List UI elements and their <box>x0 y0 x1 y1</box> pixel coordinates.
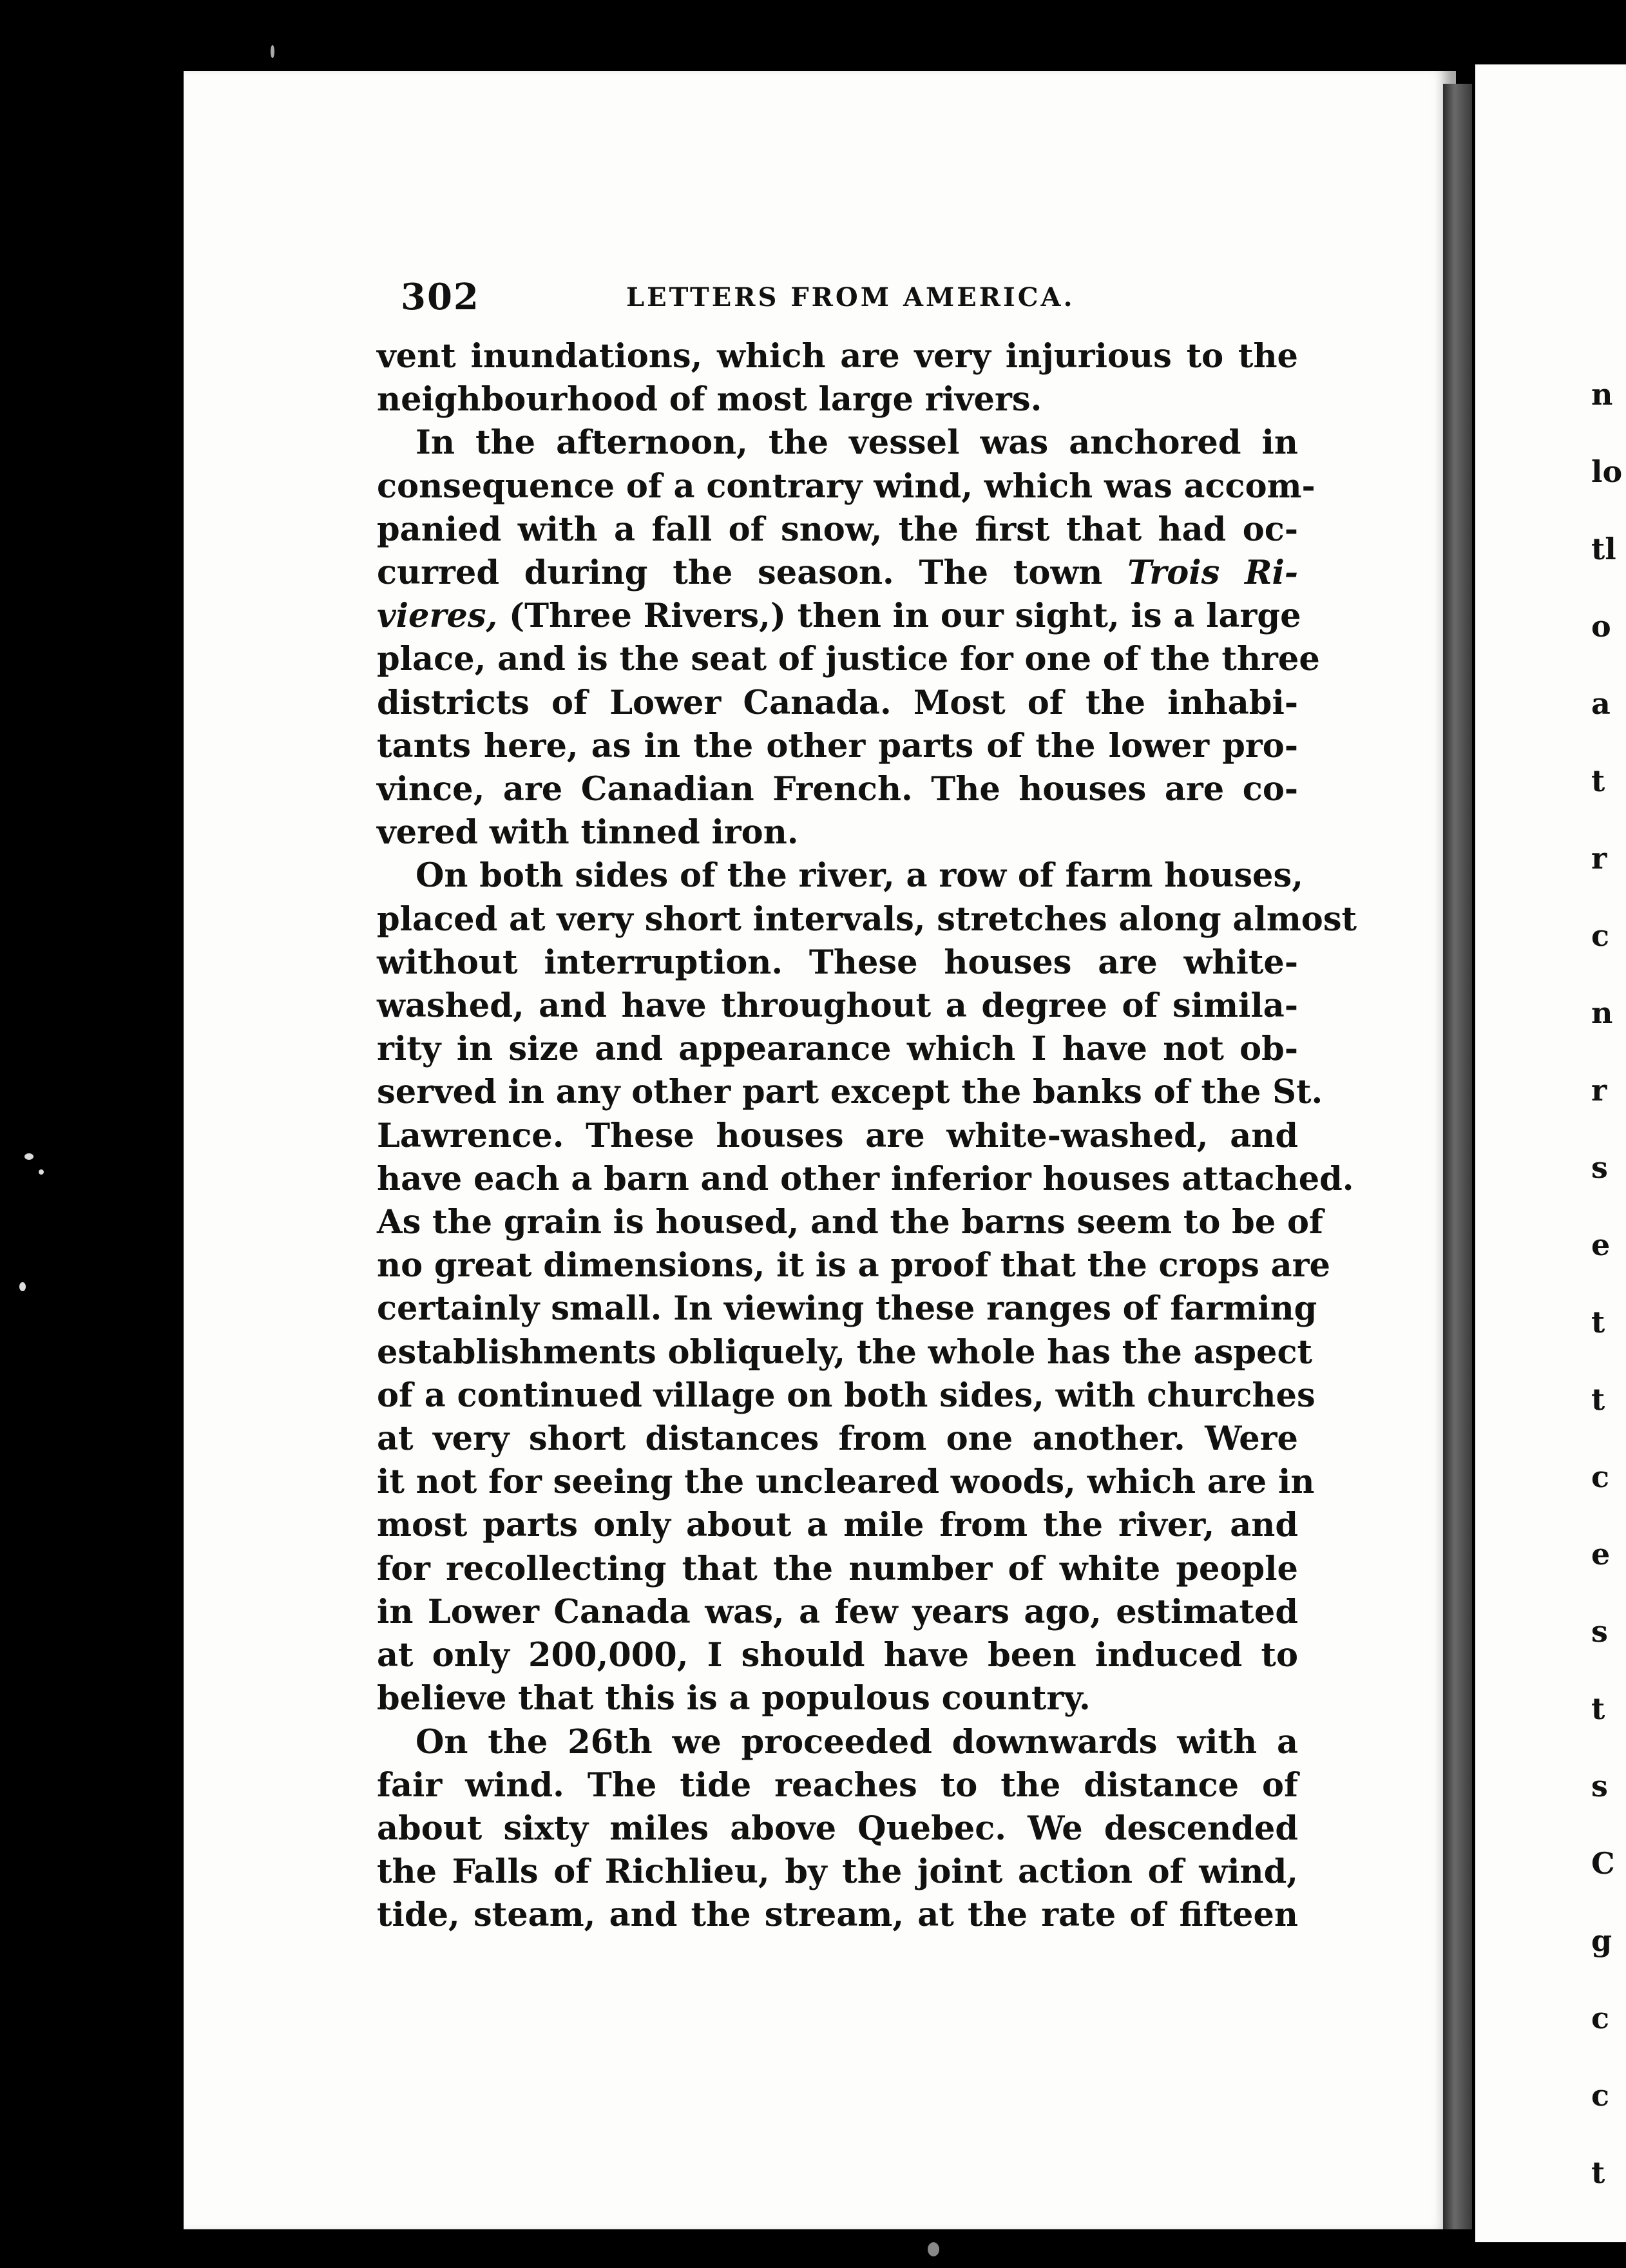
italic-text: Trois Ri- <box>1127 553 1298 593</box>
text-line: washed, and have throughout a degree of simila- <box>377 986 1298 1026</box>
text-line: about sixty miles above Quebec. We descended <box>377 1809 1298 1848</box>
facing-page-fragment: tl <box>1591 532 1616 566</box>
text-line: vince, are Canadian French. The houses are co- <box>377 770 1298 809</box>
facing-page-fragment: r <box>1591 1073 1607 1108</box>
text-line: believe that this is a populous country. <box>377 1679 1091 1718</box>
facing-page-fragment: r <box>1591 841 1607 876</box>
text-line: curred during the season. The town Trois Ri- <box>377 553 1298 593</box>
running-head: LETTERS FROM AMERICA. <box>626 282 1075 312</box>
text-line: fair wind. The tide reaches to the distance of <box>377 1765 1298 1805</box>
page-number: 302 <box>401 276 480 318</box>
facing-page-fragment: e <box>1591 1537 1611 1571</box>
text-line: place, and is the seat of justice for one of the three <box>377 640 1320 679</box>
page-gutter <box>1443 84 1472 2229</box>
text-line: On both sides of the river, a row of farm houses, <box>416 856 1303 896</box>
facing-page-fragment: a <box>1591 686 1611 721</box>
text-line: rity in size and appearance which I have not ob- <box>377 1030 1298 1069</box>
text-line: tants here, as in the other parts of the lower pro- <box>377 726 1298 765</box>
text-line: the Falls of Richlieu, by the joint action of wind, <box>377 1852 1298 1892</box>
text-line: it not for seeing the uncleared woods, which are in <box>377 1463 1315 1502</box>
text-line: Lawrence. These houses are white-washed, and <box>377 1116 1298 1155</box>
facing-page-fragment: o <box>1591 609 1611 644</box>
text-line: no great dimensions, it is a proof that the crops are <box>377 1246 1330 1285</box>
facing-page-fragment: t <box>1591 1382 1605 1417</box>
facing-page-fragment: C <box>1591 1846 1615 1881</box>
text-line: at only 200,000, I should have been induced to <box>377 1636 1298 1675</box>
text-line: at very short distances from one another. Were <box>377 1419 1298 1459</box>
text-line: panied with a fall of snow, the first that had oc- <box>377 510 1298 549</box>
text-line: districts of Lower Canada. Most of the inhabi- <box>377 683 1298 722</box>
facing-page-fragment: t <box>1591 1305 1605 1340</box>
facing-page-fragment: c <box>1591 1459 1610 1494</box>
facing-page-fragment: c <box>1591 2001 1610 2035</box>
text-line: In the afternoon, the vessel was anchored in <box>416 423 1298 463</box>
facing-page-fragment: n <box>1591 995 1613 1030</box>
facing-page-fragment: s <box>1591 1769 1608 1803</box>
text-line: without interruption. These houses are white- <box>377 943 1298 982</box>
text-line: have each a barn and other inferior houses attached. <box>377 1159 1354 1198</box>
page-header <box>401 276 1296 327</box>
text-line: vered with tinned iron. <box>377 813 799 852</box>
text-line: tide, steam, and the stream, at the rate of fifteen <box>377 1896 1298 1935</box>
text-line: As the grain is housed, and the barns seem to be of <box>377 1203 1323 1242</box>
text-line: certainly small. In viewing these ranges of farming <box>377 1289 1317 1329</box>
facing-page-fragment: c <box>1591 2078 1610 2113</box>
facing-page-fragment: t <box>1591 2155 1605 2190</box>
text-line: served in any other part except the banks of the St. <box>377 1073 1323 1112</box>
text-line: vent inundations, which are very injurious to the <box>377 337 1298 376</box>
facing-page-fragment: c <box>1591 918 1610 953</box>
text-line: establishments obliquely, the whole has the aspect <box>377 1332 1313 1372</box>
facing-page-fragment: g <box>1591 1923 1612 1958</box>
facing-page-fragment: s <box>1591 1614 1608 1649</box>
italic-text: vieres, <box>377 597 498 636</box>
facing-page-fragment: s <box>1591 1150 1608 1185</box>
facing-page-fragment: e <box>1591 1227 1611 1262</box>
text-line: most parts only about a mile from the river, and <box>377 1506 1298 1545</box>
facing-page-fragment: t <box>1591 764 1605 798</box>
text-line: On the 26th we proceeded downwards with a <box>416 1722 1298 1762</box>
facing-page-fragment: n <box>1591 377 1613 412</box>
facing-page-fragment: lo <box>1591 454 1623 489</box>
text-line: vieres, (Three Rivers,) then in our sight, is a large <box>377 597 1301 636</box>
text-line: neighbourhood of most large rivers. <box>377 380 1042 419</box>
text-line: placed at very short intervals, stretches along almost <box>377 899 1357 939</box>
text-line: for recollecting that the number of white people <box>377 1549 1298 1588</box>
text-line: consequence of a contrary wind, which was accom- <box>377 466 1315 506</box>
text-line: in Lower Canada was, a few years ago, estimated <box>377 1592 1298 1631</box>
facing-page-fragment: t <box>1591 1691 1605 1726</box>
text-line: of a continued village on both sides, with churches <box>377 1376 1315 1415</box>
body-text <box>377 335 1357 1937</box>
